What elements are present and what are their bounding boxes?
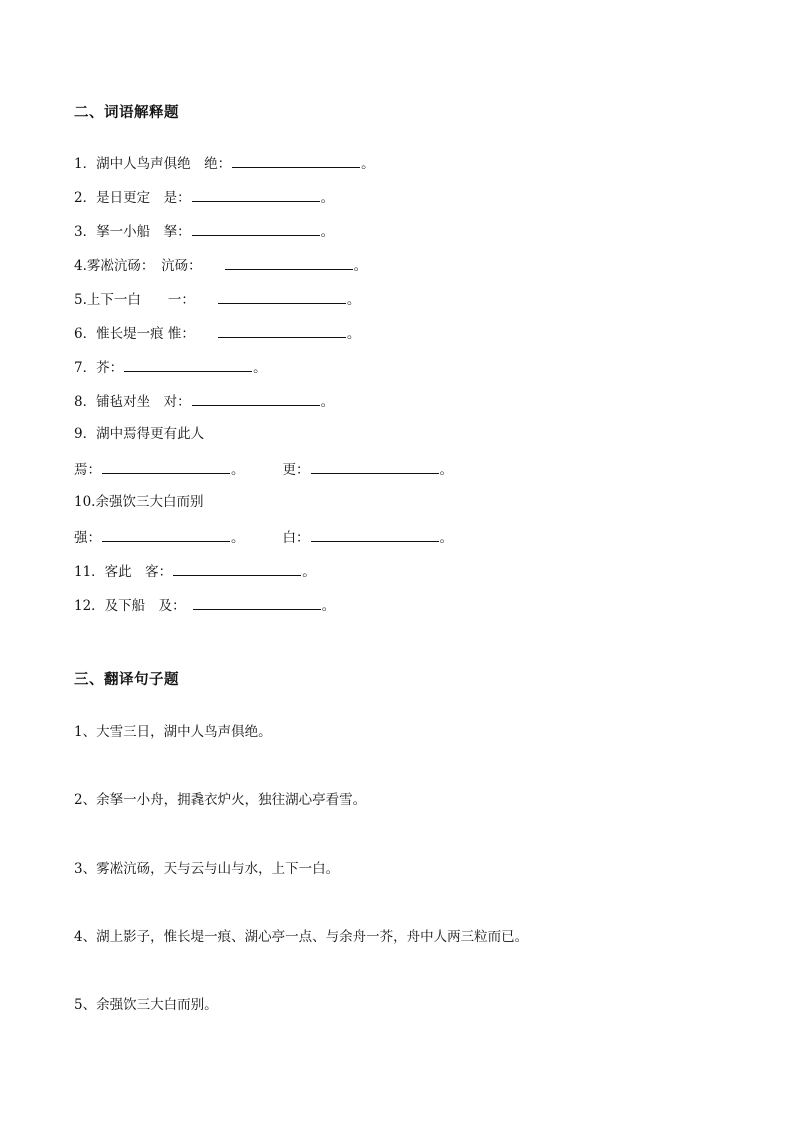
- answer-blank-12[interactable]: [193, 595, 321, 610]
- vocab-item-1-prompt: 1．湖中人鸟声俱绝 绝：: [74, 156, 232, 172]
- answer-blank-11[interactable]: [173, 561, 301, 576]
- answer-blank-3[interactable]: [192, 221, 320, 236]
- period: 。: [353, 258, 368, 274]
- answer-blank-1[interactable]: [232, 153, 360, 168]
- vocab-item-5: [74, 289, 360, 309]
- period: 。: [320, 224, 335, 240]
- period: 。: [320, 190, 335, 206]
- vocab-item-1: [74, 153, 375, 173]
- answer-blank-10b[interactable]: [311, 527, 439, 542]
- translation-sentence-5: 5、余强饮三大白而别。: [74, 997, 218, 1013]
- period: 。: [346, 292, 361, 308]
- answer-blank-9a[interactable]: [102, 459, 230, 474]
- answer-blank-4[interactable]: [225, 255, 353, 270]
- vocab-item-3: [74, 221, 334, 241]
- answer-blank-2[interactable]: [192, 187, 320, 202]
- vocab-item-2-prompt: 2．是日更定 是：: [74, 190, 191, 206]
- period: 。: [231, 462, 245, 478]
- answer-blank-5[interactable]: [218, 289, 346, 304]
- answer-label-yan: 焉：: [74, 462, 101, 478]
- period: 。: [321, 598, 336, 614]
- vocab-item-12-prompt: 12．及下船 及：: [74, 598, 186, 614]
- vocab-item-4: [74, 255, 367, 275]
- vocab-item-11: [74, 561, 316, 581]
- vocab-item-11-prompt: 11．客此 客：: [74, 564, 173, 580]
- vocab-item-10: [74, 493, 203, 511]
- translation-sentence-2: 2、余拏一小舟，拥毳衣炉火，独往湖心亭看雪。: [74, 792, 367, 808]
- period: 。: [320, 394, 335, 410]
- translation-sentence-3: 3、雾凇沆砀，天与云与山与水，上下一白。: [74, 861, 340, 877]
- vocab-item-7: [74, 357, 267, 377]
- vocab-item-7-prompt: 7．芥：: [74, 360, 124, 376]
- vocab-item-12: [74, 595, 335, 615]
- vocab-item-10-answers: [74, 527, 453, 547]
- vocab-item-6-prompt: 6．惟长堤一痕 惟：: [74, 326, 195, 342]
- vocab-item-8: [74, 391, 334, 411]
- vocab-item-10-prompt: 10.余强饮三大白而别: [74, 494, 204, 510]
- vocab-item-3-prompt: 3．拏一小船 拏：: [74, 224, 191, 240]
- vocab-item-9-prompt: 9．湖中焉得更有此人: [74, 426, 205, 442]
- vocab-item-2: [74, 187, 334, 207]
- answer-label-bai: 白：: [282, 530, 310, 546]
- translation-sentence-4: 4、湖上影子，惟长堤一痕、湖心亭一点、与余舟一芥，舟中人两三粒而已。: [74, 929, 529, 945]
- vocab-item-6: [74, 323, 360, 343]
- answer-label-geng: 更：: [282, 462, 310, 478]
- answer-blank-7[interactable]: [124, 357, 252, 372]
- vocab-item-9: [74, 425, 204, 443]
- vocab-item-9-answers: [74, 459, 453, 479]
- section-heading-translation: 三、翻译句子题: [74, 672, 179, 688]
- vocab-item-8-prompt: 8．铺毡对坐 对：: [74, 394, 191, 410]
- vocab-item-5-prompt: 5.上下一白 一：: [74, 292, 195, 308]
- answer-blank-9b[interactable]: [311, 459, 439, 474]
- period: 。: [346, 326, 361, 342]
- answer-blank-10a[interactable]: [102, 527, 230, 542]
- period: 。: [439, 530, 453, 546]
- answer-blank-6[interactable]: [218, 323, 346, 338]
- answer-label-qiang: 强：: [74, 530, 101, 546]
- translation-sentence-1: 1、大雪三日，湖中人鸟声俱绝。: [74, 724, 272, 740]
- period: 。: [302, 564, 316, 580]
- period: 。: [361, 156, 375, 172]
- vocab-item-4-prompt: 4.雾凇沆砀： 沆砀：: [74, 258, 202, 274]
- answer-blank-8[interactable]: [192, 391, 320, 406]
- section-heading-vocabulary: 二、词语解释题: [74, 105, 179, 121]
- period: 。: [231, 530, 245, 546]
- period: 。: [439, 462, 453, 478]
- period: 。: [253, 360, 267, 376]
